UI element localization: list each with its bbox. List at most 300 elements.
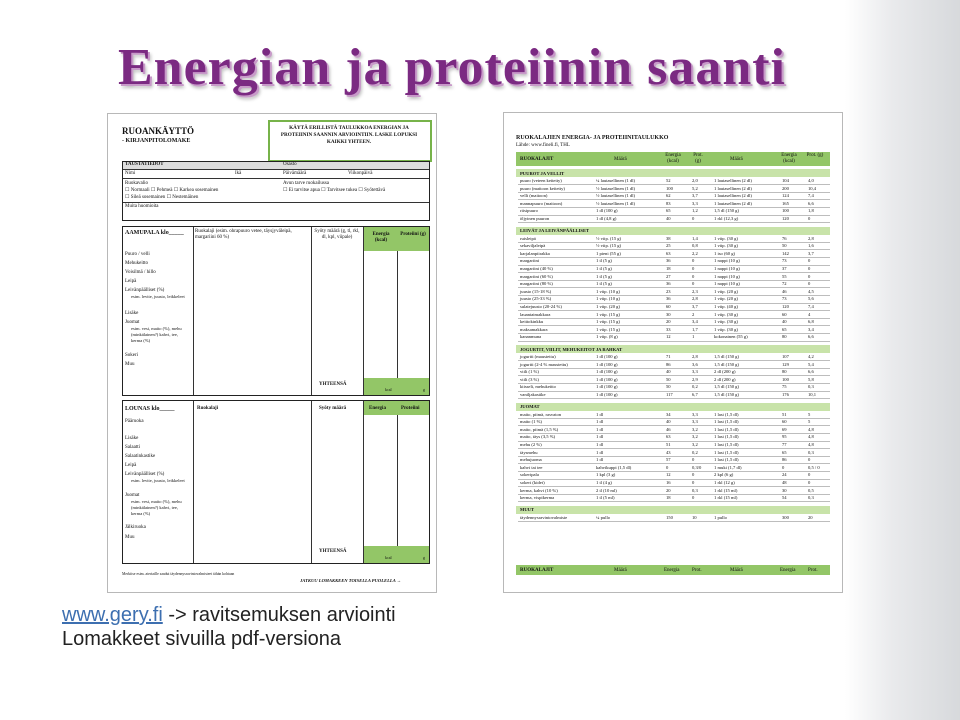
section-heading: LEIVÄT JA LEIVÄNPÄÄLLISET xyxy=(520,228,590,234)
table-cell: 0,5 xyxy=(808,487,814,493)
table-row-dish: maito, piimä (1,5 %) xyxy=(520,426,559,432)
table-row-dish: maito, piimä, rasvaton xyxy=(520,411,562,417)
table-cell: 30 xyxy=(782,487,787,493)
help-option-none: Ei tarvitse apua xyxy=(288,188,320,193)
form-title: RUOANKÄYTTÖ xyxy=(122,126,195,136)
table-cell: 0 xyxy=(782,464,785,470)
table-cell: 1 lasi (1,5 dl) xyxy=(714,457,739,463)
table-cell: 10 xyxy=(692,514,697,520)
col-energy-2: Energia (kcal) xyxy=(781,153,797,164)
lunch-col-amount: Syöty määrä xyxy=(319,406,347,411)
table-cell: 20 xyxy=(666,487,671,493)
table-cell: 0,8 xyxy=(692,243,698,249)
table-cell: 36 xyxy=(666,296,671,302)
table-cell: 0 xyxy=(692,258,695,264)
table-cell: 1 viip. (30 g) xyxy=(714,311,738,317)
slide-footer xyxy=(62,603,396,651)
table-cell: 52 xyxy=(666,178,671,183)
table-cell: 55 xyxy=(782,273,787,279)
lunch-col-protein: Proteiini xyxy=(401,406,420,411)
col-protein-2: Prot. (g) xyxy=(806,153,824,158)
lunch-item: Muu xyxy=(125,535,135,540)
table-row-dish: sulatejuusto (20-24 %) xyxy=(520,304,562,309)
table-row-dish: margariini xyxy=(520,258,540,264)
table-cell: 10,4 xyxy=(808,185,817,191)
table-cell: 30 xyxy=(666,311,671,317)
table-row-dish: juusto (25-33 %) xyxy=(520,296,552,302)
table-row-divider xyxy=(518,521,830,522)
table-cell: 1 pieni (55 g) xyxy=(596,250,621,256)
table-cell: 1 dl xyxy=(596,419,604,425)
table-cell: 0 xyxy=(692,472,695,478)
lunch-item-note: esim. vesi, maito (%), mehu (minkälainen?) kahvi, tee, kerma (%) xyxy=(131,499,182,516)
table-cell: 63 xyxy=(666,434,671,440)
table-cell: 7,4 xyxy=(808,304,814,309)
table-cell: 10,1 xyxy=(808,392,817,397)
table-row-dish: kahvi tai tee xyxy=(520,464,543,470)
table-cell: 1,6 xyxy=(808,243,814,249)
table-cell: 86 xyxy=(782,457,787,463)
table-cell: 71 xyxy=(666,354,671,359)
table-source: Lähde: www.fineli.fi, THL xyxy=(516,143,570,148)
table-cell: 0,2 xyxy=(692,384,698,390)
table-row-dish: juusto (15-18 %) xyxy=(520,288,552,294)
table-cell: 50 xyxy=(782,243,787,249)
table-cell: 1 pullo xyxy=(714,514,727,520)
age-label: Ikä xyxy=(235,171,242,176)
table-cell: 0 xyxy=(808,472,811,478)
table-cell: 73 xyxy=(782,296,787,302)
table-cell: 1 lautasellinen (2 dl) xyxy=(714,200,752,206)
section-heading-bar xyxy=(516,506,830,514)
table-cell: 1 lasi (1,5 dl) xyxy=(714,411,739,417)
table-cell: 2,0 xyxy=(692,178,698,183)
table-row-dish: jogurtti (2-4 % maustettu) xyxy=(520,361,568,367)
lunch-sum-kcal-unit: kcal xyxy=(385,555,392,560)
table-cell: 1,5 dl (150 g) xyxy=(714,208,740,214)
table-cell: 1 tl (5 g) xyxy=(596,281,612,287)
table-cell: 3,2 xyxy=(692,442,698,447)
table-cell: 40 xyxy=(782,319,787,325)
diet-option-soft: Pehmeä xyxy=(156,188,173,193)
table-cell: 1,7 xyxy=(692,326,698,332)
table-cell: 3,2 xyxy=(692,426,698,432)
table-cell: 43 xyxy=(666,449,671,455)
form-continue-note: JATKUU LOMAKKEEN TOISELLA PUOLELLA → xyxy=(300,578,402,583)
table-cell: 69 xyxy=(782,426,787,432)
table-cell: 1 viip. (8 g) xyxy=(596,334,618,340)
table-cell: 1 lautasellinen (2 dl) xyxy=(714,178,752,183)
table-cell: 38 xyxy=(666,235,671,241)
table-row-divider xyxy=(518,501,830,502)
breakfast-item-note: esim. levite, juusto, leikkeleet xyxy=(131,294,185,299)
col-amount-2: Määrä xyxy=(730,157,743,162)
table-cell: 1 dl xyxy=(596,426,604,432)
lunch-item-note: esim. levite, juusto, leikkeleet xyxy=(131,478,185,483)
table-row-dish: maito (1 %) xyxy=(520,419,542,425)
table-cell: 72 xyxy=(782,281,787,287)
footer-dishes: RUOKALAJIT xyxy=(520,568,554,573)
table-cell: kahvikuppi (1,5 dl) xyxy=(596,464,632,470)
table-cell: 1 viip. (20 g) xyxy=(714,288,738,294)
section-heading: JOGURTIT, VIILIT, MEHUKEITOT JA RAHKAT xyxy=(520,346,623,352)
breakfast-item: Lisäke xyxy=(125,311,139,316)
table-cell: 0 xyxy=(692,480,695,485)
table-cell: 3,4 xyxy=(808,326,814,332)
table-row-dish: velli (maitoon) xyxy=(520,193,548,199)
lunch-item: Salaatinkastike xyxy=(125,454,156,459)
breakfast-sum-g-unit: g xyxy=(423,387,425,392)
table-cell: 0 xyxy=(692,216,695,221)
table-cell: 107 xyxy=(782,354,789,359)
breakfast-table xyxy=(122,226,430,396)
other-notes-label: Muita huomioita xyxy=(125,204,159,209)
table-cell: 100 xyxy=(782,208,789,214)
table-cell: 1 lasi (1,5 dl) xyxy=(714,434,739,440)
table-cell: ½ viip. (15 g) xyxy=(596,243,622,249)
table-cell: 3,2 xyxy=(692,434,698,440)
form-footnote: Merkitse esim. ateriaille saadut täydennysravintovalmisteet tähän kohtaan xyxy=(122,572,235,576)
table-cell: 5,6 xyxy=(808,296,814,302)
table-cell: 1 lautasellinen (2 dl) xyxy=(714,193,752,199)
table-cell: 2 dl (200 g) xyxy=(714,376,736,382)
table-cell: 1 viip. (20 g) xyxy=(596,304,620,309)
table-row-dish: sokeri (kidet) xyxy=(520,480,545,485)
footer-energy-2: Energia xyxy=(780,568,796,573)
slide-title: Energian ja proteiinin saanti xyxy=(118,39,787,96)
help-option-support: Tarvitsee tukea xyxy=(326,188,358,193)
footer-protein-2: Prot. xyxy=(808,568,818,573)
table-row-dish: jogurtti (maustettu) xyxy=(520,354,556,359)
table-cell: 36 xyxy=(666,258,671,264)
table-cell: 0,3 xyxy=(808,384,814,390)
table-cell: 25 xyxy=(666,243,671,249)
table-cell: 77 xyxy=(782,442,787,447)
table-cell: 1 tl (5 g) xyxy=(596,273,612,279)
table-cell: 37 xyxy=(782,266,787,271)
table-cell: 1 nappi (10 g) xyxy=(714,273,740,279)
table-cell: 1 nappi (10 g) xyxy=(714,258,740,264)
table-cell: 1 dl xyxy=(596,442,604,447)
table-cell: 2,8 xyxy=(692,296,698,302)
table-row-dish: lauantaimakkara xyxy=(520,311,551,317)
table-cell: 48 xyxy=(782,480,787,485)
table-cell: 120 xyxy=(782,304,789,309)
lunch-item: Lisäke xyxy=(125,436,139,441)
table-cell: 0 xyxy=(808,480,811,485)
background-info-heading: TAUSTATIEDOT xyxy=(125,162,164,167)
table-cell: 1 rkl (15 ml) xyxy=(714,487,738,493)
footer-amount-1: Määrä xyxy=(614,568,627,573)
table-cell: 0 xyxy=(692,273,695,279)
lunch-col-dish: Ruokalaji xyxy=(197,406,219,411)
table-cell: 0 xyxy=(808,266,811,271)
table-cell: 73 xyxy=(782,258,787,264)
table-cell: 33 xyxy=(666,326,671,332)
table-cell: 65 xyxy=(782,326,787,332)
table-row-divider xyxy=(518,222,830,223)
table-row-dish: viili (3 %) xyxy=(520,376,539,382)
table-row-divider xyxy=(518,341,830,342)
table-cell: 200 xyxy=(782,185,789,191)
table-cell: 50 xyxy=(666,376,671,382)
breakfast-item: Mehukeitto xyxy=(125,261,149,266)
col-protein-1: Prot. (g) xyxy=(693,153,703,164)
table-cell: 1 dl (100 g) xyxy=(596,392,618,397)
table-cell: 1 viip. (40 g) xyxy=(714,304,738,309)
table-cell: 1 tl (5 g) xyxy=(596,266,612,271)
table-cell: 57 xyxy=(666,457,671,463)
table-cell: 120 xyxy=(782,216,789,221)
lunch-item: Juomat xyxy=(125,493,140,498)
footer-protein-1: Prot. xyxy=(692,568,702,573)
table-cell: 1 muki (1,7 dl) xyxy=(714,464,742,470)
form-notice-text: KÄYTÄ ERILLISTÄ TAULUKKOA ENERGIAN JA PROTEIININ SAANNIN ARVIOINTIIN. LASKE LOPUKSI KAIKKI YHTEEN. xyxy=(280,125,418,145)
table-cell: 65 xyxy=(782,449,787,455)
table-cell: 3,3 xyxy=(692,200,698,206)
table-cell: 129 xyxy=(782,361,789,367)
table-cell: 0 xyxy=(808,258,811,264)
table-cell: 20 xyxy=(666,319,671,325)
table-cell: 86 xyxy=(666,361,671,367)
table-row-dish: margariini (80 %) xyxy=(520,281,553,287)
table-cell: 3,3 xyxy=(692,411,698,417)
table-cell: 6,7 xyxy=(692,392,698,397)
table-cell: 65 xyxy=(666,208,671,214)
table-cell: 1 nappi (10 g) xyxy=(714,266,740,271)
table-cell: 3,3 xyxy=(692,369,698,375)
lunch-sum-label: YHTEENSÄ xyxy=(319,549,347,554)
table-cell: 95 xyxy=(782,434,787,440)
table-cell: 1 dl (100 g) xyxy=(596,354,618,359)
breakfast-item: Leivänpäälliset (%) xyxy=(125,288,165,293)
table-row-dish: vaniljakastike xyxy=(520,392,546,397)
table-cell: 20 xyxy=(808,514,813,520)
table-cell: 1 viip. (30 g) xyxy=(714,319,738,325)
table-cell: 75 xyxy=(782,384,787,390)
footer-amount-2: Määrä xyxy=(730,568,743,573)
table-cell: 4,5 xyxy=(808,288,814,294)
lunch-table xyxy=(122,400,430,564)
table-row-dish: täydennysravintovalmiste xyxy=(520,514,568,520)
breakfast-item: Puuro / velli xyxy=(125,252,150,257)
table-cell: 1 viip. (30 g) xyxy=(714,235,738,241)
table-cell: 0,3 xyxy=(808,449,814,455)
table-cell: 2,8 xyxy=(808,235,814,241)
section-heading: MUUT xyxy=(520,507,535,513)
help-label: Avun tarve ruokailussa xyxy=(283,181,330,186)
table-cell: 1 lasi (1,5 dl) xyxy=(714,442,739,447)
table-cell: 0 xyxy=(808,273,811,279)
col-amount-1: Määrä xyxy=(614,157,627,162)
table-cell: 0 xyxy=(692,281,695,287)
table-cell: 1 viip. (15 g) xyxy=(596,319,620,325)
table-cell: 0 xyxy=(666,464,669,470)
table-cell: 12 xyxy=(666,334,671,340)
breakfast-col-protein: Proteiini (g) xyxy=(400,232,426,237)
table-cell: 1 nappi (10 g) xyxy=(714,281,740,287)
table-cell: 2 dl (200 g) xyxy=(714,369,736,375)
table-cell: 1 iso (60 g) xyxy=(714,250,736,256)
breakfast-item: Voisilmä / hillo xyxy=(125,270,156,275)
table-cell: 1 rkl (12,3 g) xyxy=(714,216,739,221)
table-row-dish: kiisseli, mehukeitto xyxy=(520,384,556,390)
table-cell: 1 tl (5 g) xyxy=(596,258,612,264)
table-cell: 54 xyxy=(782,495,787,501)
table-cell: 3,7 xyxy=(808,250,814,256)
table-cell: 63 xyxy=(666,250,671,256)
table-cell: 3,7 xyxy=(692,304,698,309)
breakfast-sum-kcal-unit: kcal xyxy=(385,387,392,392)
table-cell: 50 xyxy=(666,384,671,390)
help-option-fed: Syötettävä xyxy=(364,188,386,193)
table-cell: 1 viip. (15 g) xyxy=(596,326,620,332)
table-cell: 60 xyxy=(782,311,787,317)
table-cell: 124 xyxy=(782,193,789,199)
table-cell: 1,5 dl (150 g) xyxy=(714,361,740,367)
table-row-dish: maksamakkara xyxy=(520,326,548,332)
table-cell: 6,6 xyxy=(808,334,814,340)
table-cell: 18 xyxy=(666,266,671,271)
table-cell: 0,3 xyxy=(808,495,814,501)
table-row-dish: puuro (maitoon keitetty) xyxy=(520,185,565,191)
table-cell: 1 dl xyxy=(596,457,604,463)
table-cell: 40 xyxy=(666,419,671,425)
table-cell: 176 xyxy=(782,392,789,397)
table-cell: 0,3/0 xyxy=(692,464,702,470)
table-cell: 2,3 xyxy=(692,288,698,294)
table-cell: 5,8 xyxy=(808,376,814,382)
energy-protein-table-image xyxy=(504,113,842,592)
table-cell: 23 xyxy=(666,288,671,294)
breakfast-item: Sokeri xyxy=(125,353,139,358)
table-cell: 6,6 xyxy=(808,200,814,206)
breakfast-item: Leipä xyxy=(125,279,137,284)
col-energy-1: Energia (kcal) xyxy=(665,153,681,164)
table-cell: 0 xyxy=(808,281,811,287)
lunch-col-energy: Energia xyxy=(369,406,386,411)
table-cell: 5 xyxy=(808,419,811,425)
table-cell: 6,6 xyxy=(808,369,814,375)
breakfast-item: Juomat xyxy=(125,320,140,325)
table-cell: 3,4 xyxy=(692,319,698,325)
table-cell: 16 xyxy=(666,480,671,485)
table-cell: 0,5 / 0 xyxy=(808,464,820,470)
lunch-item: Leipä xyxy=(125,463,137,468)
ward-label: Osasto xyxy=(283,162,297,167)
table-cell: 1,5 dl (150 g) xyxy=(714,384,740,390)
table-cell: 4,8 xyxy=(808,442,814,447)
table-cell: 24 xyxy=(782,472,787,478)
table-cell: 6,8 xyxy=(808,319,814,325)
section-heading: JUOMAT xyxy=(520,404,540,410)
table-cell: 1 rkl (15 ml) xyxy=(714,495,738,501)
table-row-dish: kerma, kahvi (10 %) xyxy=(520,487,558,493)
table-cell: 4,8 xyxy=(808,434,814,440)
table-cell: 2 tl (10 ml) xyxy=(596,487,617,493)
table-cell: 0,2 xyxy=(692,449,698,455)
table-cell: 1 tl (5 ml) xyxy=(596,495,615,501)
table-cell: 1 dl (100 g) xyxy=(596,369,618,375)
table-cell: 7,4 xyxy=(808,193,814,199)
table-cell: 1,4 xyxy=(692,235,698,241)
table-cell: 80 xyxy=(782,369,787,375)
table-row-dish: margariini (60 %) xyxy=(520,273,553,279)
table-cell: 300 xyxy=(782,514,789,520)
table-cell: 46 xyxy=(666,426,671,432)
table-cell: 1 dl xyxy=(596,434,604,440)
diet-label: Ruokavalio xyxy=(125,181,149,186)
table-cell: 60 xyxy=(782,419,787,425)
table-row-dish: ruisleipä xyxy=(520,235,536,241)
table-cell: 1 viip. (10 g) xyxy=(596,296,620,302)
table-cell: 1 tl (4 g) xyxy=(596,480,612,485)
table-cell: ½ viip. (15 g) xyxy=(596,235,622,241)
diet-option-coarse: Karkea sosemainen xyxy=(179,188,219,193)
table-cell: kokonainen (55 g) xyxy=(714,334,748,340)
table-cell: 2 kpl (6 g) xyxy=(714,472,734,478)
table-cell: 165 xyxy=(782,200,789,206)
lunch-item: Pääruoka xyxy=(125,419,144,424)
table-row-dish: sokeripala xyxy=(520,472,539,478)
table-cell: 0 xyxy=(808,457,811,463)
lunch-item: Jälkiruoka xyxy=(125,525,146,530)
col-dishes: RUOKALAJIT xyxy=(520,157,554,162)
table-cell: 1 lasi (1,5 dl) xyxy=(714,419,739,425)
pdf-note: Lomakkeet sivuilla pdf-versiona xyxy=(62,628,342,650)
table-cell: 1 rkl (12 g) xyxy=(714,480,735,485)
table-cell: 2,8 xyxy=(692,354,698,359)
breakfast-col-energy: Energia (kcal) xyxy=(372,232,390,243)
link-suffix: -> ravitsemuksen arviointi xyxy=(162,604,396,626)
table-cell: 0 xyxy=(808,216,811,221)
table-cell: 142 xyxy=(782,250,789,256)
table-cell: 1 dl (100 g) xyxy=(596,376,618,382)
table-cell: 76 xyxy=(782,235,787,241)
table-cell: ½ lautasellinen (1 dl) xyxy=(596,200,636,206)
table-cell: 5 xyxy=(808,411,811,417)
table-cell: 51 xyxy=(666,442,671,447)
table-row-dish: maito, täys (3,5 %) xyxy=(520,434,556,440)
table-cell: 0 xyxy=(692,495,695,501)
section-heading-bar xyxy=(516,403,830,411)
form-subtitle: - KIRJANPITOLOMAKE xyxy=(122,138,191,144)
breakfast-col-amount: Syöty määrä (g, tl, rkl, dl, kpl, viipale) xyxy=(314,229,360,240)
table-cell: 4,0 xyxy=(808,178,814,183)
lunch-item: Salaatti xyxy=(125,445,140,450)
table-cell: ¼ pullo xyxy=(596,514,611,520)
table-row-dish: kananmuna xyxy=(520,334,542,340)
table-cell: 3,6 xyxy=(692,361,698,367)
table-cell: 1 viip. (30 g) xyxy=(714,243,738,249)
gery-link[interactable]: www.gery.fi xyxy=(62,604,163,626)
table-cell: 36 xyxy=(666,281,671,287)
table-row-dish: sekaviljaleipä xyxy=(520,243,546,249)
table-cell: 83 xyxy=(666,200,671,206)
table-cell: 0 xyxy=(692,266,695,271)
table-cell: 1 viip. (15 g) xyxy=(596,311,620,317)
table-cell: 2,2 xyxy=(692,250,698,256)
date-label: Päivämäärä xyxy=(283,171,307,176)
table-row-dish: puuro (veteen keitetty) xyxy=(520,178,562,183)
table-cell: 1 lasi (1,5 dl) xyxy=(714,426,739,432)
table-cell: 1,5 dl (150 g) xyxy=(714,392,740,397)
background-info-box: TAUSTATIEDOT Nimi Ikä Osasto Päivämäärä Viikonpäivä Ruokavalio ☐ Normaali ☐ Pehmeä ☐ Karkea sosemainen ☐ Sileä sosemainen ☐ Nestemäinen Avun tarve ruokailussa ☐ Ei tarvitse apua ☐ Tarvitsee tukea ☐ Syötettävä Muita huomioita xyxy=(122,161,430,221)
table-cell: ½ lautasellinen (1 dl) xyxy=(596,185,636,191)
table-cell: 1 dl xyxy=(596,411,604,417)
table-row-dish: öljyinen puuron xyxy=(520,216,550,221)
table-row-divider xyxy=(518,398,830,399)
